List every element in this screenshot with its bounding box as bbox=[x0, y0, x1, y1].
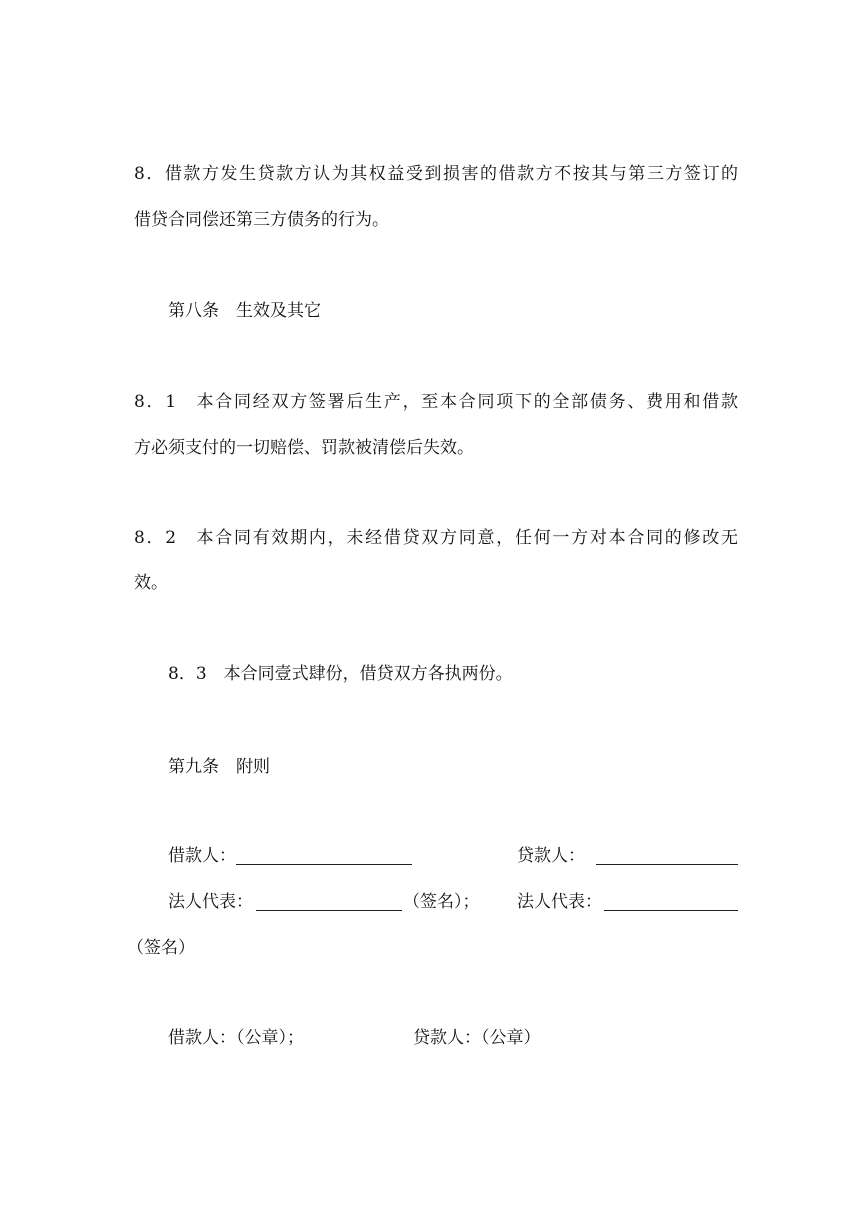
sign-note-left: （签名）； bbox=[403, 892, 480, 912]
lender-seal: 贷款人：（公章） bbox=[413, 1028, 541, 1048]
legal-rep-signature-line-right[interactable] bbox=[604, 893, 738, 911]
legal-rep-label-right: 法人代表： bbox=[517, 892, 602, 912]
sign-note-right: （签名） bbox=[127, 938, 195, 958]
lender-signature-line[interactable] bbox=[596, 847, 738, 865]
art8-item8-line1: 8．借款方发生贷款方认为其权益受到损害的借款方不按其与第三方签订的 bbox=[134, 164, 738, 184]
article-8-heading: 第八条 生效及其它 bbox=[168, 301, 321, 321]
article-9-heading: 第九条 附则 bbox=[168, 757, 270, 777]
clause-8-2-line1: 8．2 本合同有效期内，未经借贷双方同意，任何一方对本合同的修改无 bbox=[134, 528, 738, 548]
legal-rep-signature-line-left[interactable] bbox=[256, 893, 402, 911]
borrower-seal: 借款人：（公章）； bbox=[168, 1028, 304, 1048]
borrower-label: 借款人： bbox=[168, 846, 236, 866]
lender-label: 贷款人： bbox=[517, 846, 585, 866]
clause-8-3: 8．3 本合同壹式肆份，借贷双方各执两份。 bbox=[168, 664, 513, 684]
legal-rep-label-left: 法人代表： bbox=[168, 892, 253, 912]
clause-8-1-line1: 8．1 本合同经双方签署后生产，至本合同项下的全部债务、费用和借款 bbox=[134, 392, 738, 412]
borrower-signature-line[interactable] bbox=[236, 847, 412, 865]
clause-8-1-line2: 方必须支付的一切赔偿、罚款被清偿后失效。 bbox=[134, 438, 474, 458]
art8-item8-line2: 借贷合同偿还第三方债务的行为。 bbox=[134, 210, 389, 230]
clause-8-2-line2: 效。 bbox=[134, 573, 168, 593]
